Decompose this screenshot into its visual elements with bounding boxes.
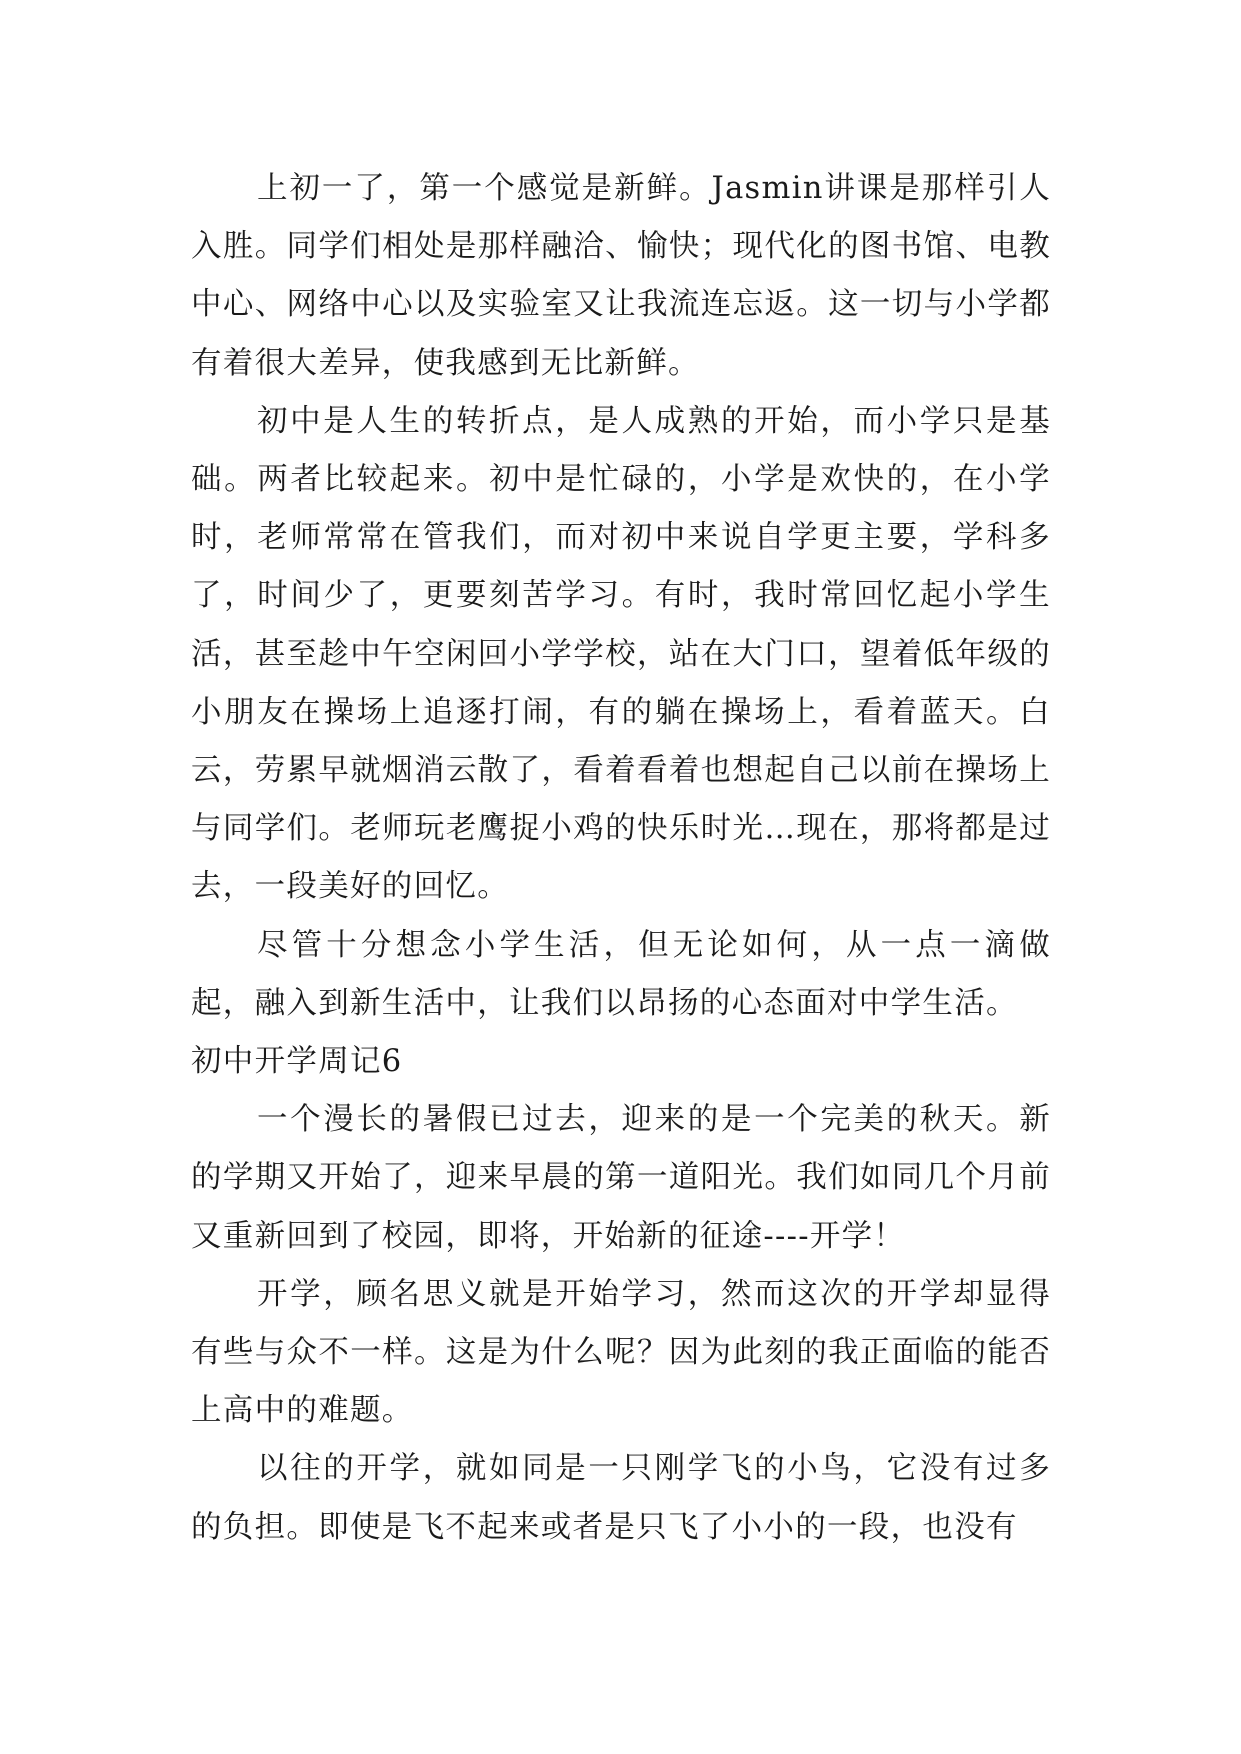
paragraph: 开学，顾名思义就是开始学习，然而这次的开学却显得有些与众不一样。这是为什么呢？因为此刻的我正面临的能否上高中的难题。 bbox=[191, 1276, 1051, 1429]
paragraph: 尽管十分想念小学生活，但无论如何，从一点一滴做起，融入到新生活中，让我们以昂扬的心态面对中学生活。 bbox=[191, 927, 1051, 1021]
paragraph: 以往的开学，就如同是一只刚学飞的小鸟，它没有过多的负担。即使是飞不起来或者是只飞了小小的一段，也没有 bbox=[191, 1451, 1051, 1545]
paragraph: 上初一了，第一个感觉是新鲜。Jasmin讲课是那样引人入胜。同学们相处是那样融洽、愉快；现代化的图书馆、电教中心、网络中心以及实验室又让我流连忘返。这一切与小学都有着很大差异，使我感到无比新鲜。 bbox=[191, 171, 1051, 381]
paragraph: 一个漫长的暑假已过去，迎来的是一个完美的秋天。新的学期又开始了，迎来早晨的第一道阳光。我们如同几个月前又重新回到了校园，即将，开始新的征途----开学！ bbox=[191, 1102, 1051, 1254]
section-title: 初中开学周记6 bbox=[191, 1044, 403, 1080]
document-body bbox=[191, 160, 1051, 1557]
paragraph: 初中是人生的转折点，是人成熟的开始，而小学只是基础。两者比较起来。初中是忙碌的，小学是欢快的，在小学时，老师常常在管我们，而对初中来说自学更主要，学科多了，时间少了，更要刻苦学习。有时，我时常回忆起小学生活，甚至趁中午空闲回小学学校，站在大门口，望着低年级的小朋友在操场上追逐打闹，有的躺在操场上，看着蓝天。白云，劳累早就烟消云散了，看着看着也想起自己以前在操场上与同学们。老师玩老鹰捉小鸡的快乐时光…现在，那将都是过去，一段美好的回忆。 bbox=[191, 403, 1051, 905]
